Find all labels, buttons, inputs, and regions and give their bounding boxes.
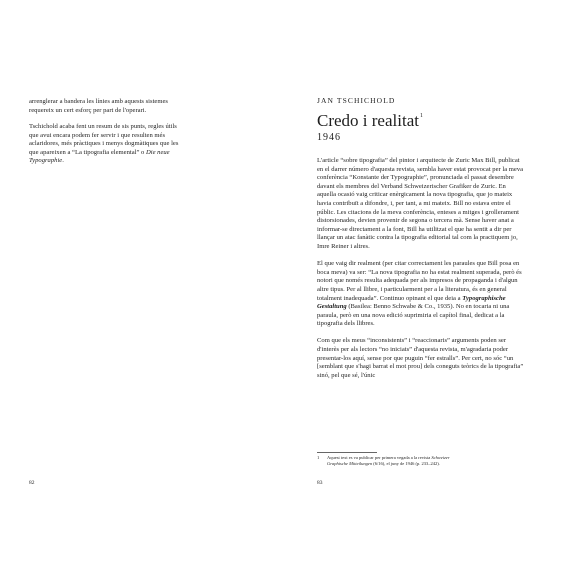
- left-paragraph-2: [29, 123, 210, 166]
- author-name: JAN TSCHICHOLD: [317, 96, 396, 105]
- journal-title-italic: Schweizer: [431, 455, 450, 460]
- footnote-indent: [317, 461, 440, 466]
- footnote-rule: [317, 452, 377, 453]
- text-line: que apareixen a “La tipografia elemental” o: [29, 148, 146, 156]
- page-number-left: 82: [29, 480, 35, 486]
- book-title-italic: Typographie: [29, 157, 63, 164]
- article-title-text: Credo i realitat: [317, 111, 419, 130]
- book-title-bold-italic: Typographische Gestaltung: [317, 294, 506, 311]
- text-line: .: [62, 157, 64, 164]
- text-line: que avui encara podem fer servir i que resulten més: [29, 131, 166, 139]
- left-paragraph-1: [29, 98, 210, 115]
- title-footnote-marker: 1: [419, 113, 423, 119]
- footnote-text: (6/16), el juny de 1946 (p. 233–242).: [372, 460, 440, 466]
- body-paragraph-3: Com que els meus “inconsistents” i “reaccionaris” arguments poden ser d'interès per als lectors “no iniciats” d'aquesta revista, m'agradaria poder presentar-los aquí, sense por que puguin “fer estralls”. Per cert, no sóc “un [semblant que s'hagi barrat el mot prou] dels coneguts teòrics de la tipografia” sinó, pel que sé, l'únic: [317, 337, 524, 379]
- article-title: [317, 106, 547, 131]
- body-paragraph-1: L'article “sobre tipografia” del pintor i arquitecte de Zuric Max Bill, publicat en el darrer número d'aquesta revista, sembla haver estat provocat per la meva conferència “Konstante der Typographie”, pronunciada el passat desembre davant els membres del Verband Schweizerischer Grafiker de Zuric. En aquella ocasió vaig criticar enèrgicament la nova tipografia, que jo mateix havia contribuït a difondre, i, per tant, a mi mateix. Bill no estava entre el públic. Les citacions de la meva conferència, enteses a mitges i grollerament distorsionades, devien provenir de segona o tercera mà. Sense haver anat a informar-se directament a la font, Bill ha utilitzat el que ha sentit a dir per llançar un atac fanàtic contra la tipografia editorial tal com la practiquem jo, Imre Reiner i altres.: [317, 157, 524, 250]
- journal-title-italic: Graphische Mitteilungen: [327, 460, 373, 466]
- article-body: [317, 157, 524, 389]
- text-line: Tschichold acaba fent un resum de sis punts, regles útils: [29, 123, 177, 130]
- footnote-text: Aquest text es va publicar per primera vegada a la revista: [327, 455, 432, 460]
- body-text: El que vaig dir realment (per citar correctament les paraules que Bill posa en boca meva) va ser: “La nova tipografia no ha estat realment superada, però és notori que només resulta adequada per als impresos de propaganda i d'algun altre tipus. Per al llibre, i particularment per a la literatura, és en general totalment inadequada”. Continuo opinant el que deia a: [317, 260, 522, 302]
- left-page-text: [29, 98, 210, 174]
- article-year: 1946: [317, 132, 341, 143]
- footnote-number: 1: [317, 455, 320, 460]
- page-number-right: 83: [317, 480, 323, 486]
- body-text: (Basilea: Benno Schwabe & Co., 1935). No en tocaria ni una paraula, però en una nova edició suprimiria el capítol final, dedicat a la tipografia dels llibres.: [317, 303, 510, 328]
- book-title-italic: Die neue: [145, 148, 170, 156]
- right-page: [285, 0, 570, 570]
- body-paragraph-2: [317, 260, 524, 329]
- text-line: aclaridores, més pràctiques i menys dogmàtiques que les: [29, 140, 179, 147]
- text-line: requereix un cert esforç per part de l'operari.: [29, 106, 147, 114]
- article-header: [317, 96, 547, 144]
- text-line: arrenglerar a bandera les línies amb aquests sistemes: [29, 98, 168, 105]
- footnote: [317, 455, 524, 467]
